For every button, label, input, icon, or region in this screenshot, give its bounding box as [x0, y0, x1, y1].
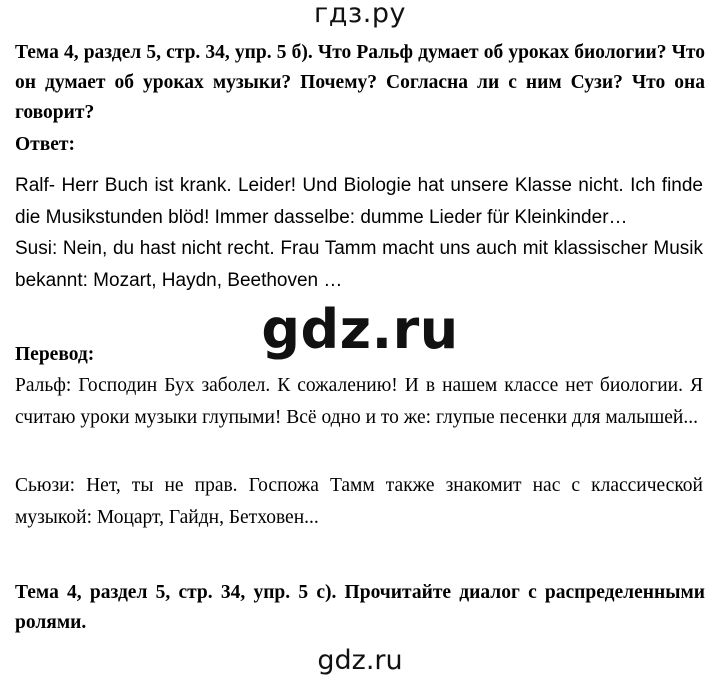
- translation-label: Перевод:: [15, 344, 95, 365]
- answer-label: Ответ:: [15, 134, 76, 155]
- watermark-middle: gdz.ru: [261, 298, 459, 361]
- task-heading-5c: Тема 4, раздел 5, стр. 34, упр. 5 с). Прочитайте диалог с распределенными ролями.: [15, 582, 705, 633]
- watermark-bottom: gdz.ru: [317, 645, 403, 676]
- task-heading-5b: Тема 4, раздел 5, стр. 34, упр. 5 б). Что Ральф думает об уроках биологии? Что он думает об уроках музыки? Почему? Согласна ли с ним Сузи? Что она говорит?: [15, 42, 705, 123]
- translation-ralf-paragraph: Ральф: Господин Бух заболел. К сожалению! И в нашем классе нет биологии. Я считаю уроки музыки глупыми! Всё одно и то же: глупые песенки для малышей...: [15, 375, 703, 428]
- translation-susi-paragraph: Сьюзи: Нет, ты не прав. Госпожа Тамм также знакомит нас с классической музыкой: Моцарт, Гайдн, Бетховен...: [15, 475, 703, 528]
- answer-ralf-paragraph: Ralf- Herr Buch ist krank. Leider! Und Biologie hat unsere Klasse nicht. Ich finde die Musikstunden blöd! Immer dasselbe: dumme Lieder für Kleinkinder…: [15, 175, 703, 228]
- answer-susi-paragraph: Susi: Nein, du hast nicht recht. Frau Tamm macht uns auch mit klassischer Musik bekannt: Mozart, Haydn, Beethoven …: [15, 238, 703, 291]
- watermark-top: гдз.ру: [314, 0, 406, 29]
